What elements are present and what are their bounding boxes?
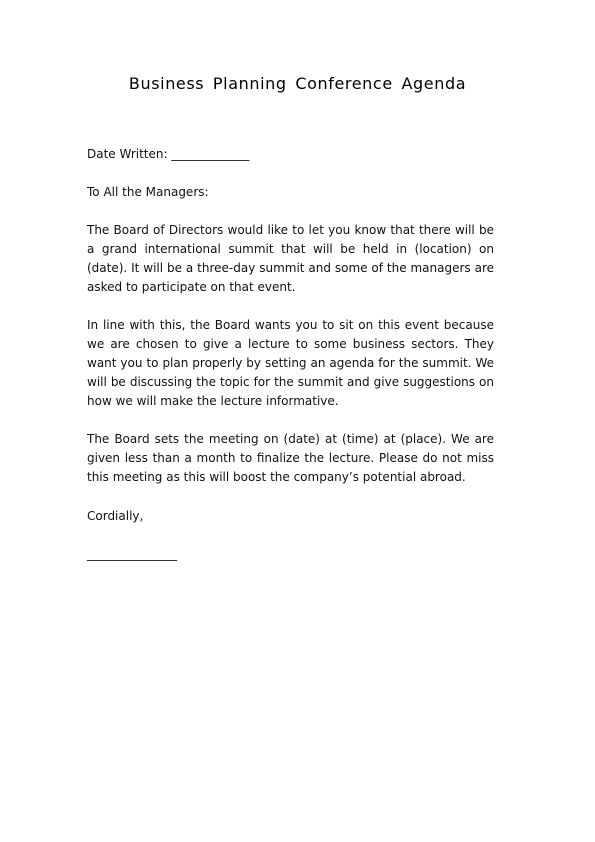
date-written-label: Date Written:	[87, 147, 168, 161]
body-paragraph-1: The Board of Directors would like to let you know that there will be a grand international summit that will be held in (location) on (date). It will be a three-day summit and some of the managers are asked to participate on that event.	[87, 223, 494, 294]
date-written-line	[87, 145, 507, 164]
signature-blank: _______________	[87, 547, 177, 561]
body-paragraph-3: The Board sets the meeting on (date) at (time) at (place). We are given less than a month to finalize the lecture. Please do not miss this meeting as this will boost the company’s potential abroad.	[87, 432, 494, 484]
body-paragraph-2: In line with this, the Board wants you to sit on this event because we are chosen to give a lecture to some business sectors. They want you to plan properly by setting an agenda for the summit. We will be discussing the topic for the summit and give suggestions on how we will make the lecture informative.	[87, 318, 494, 408]
salutation: To All the Managers:	[87, 185, 209, 199]
page-title: Business Planning Conference Agenda	[128, 74, 467, 93]
closing: Cordially,	[87, 509, 144, 523]
date-written-blank: _____________	[171, 147, 250, 161]
